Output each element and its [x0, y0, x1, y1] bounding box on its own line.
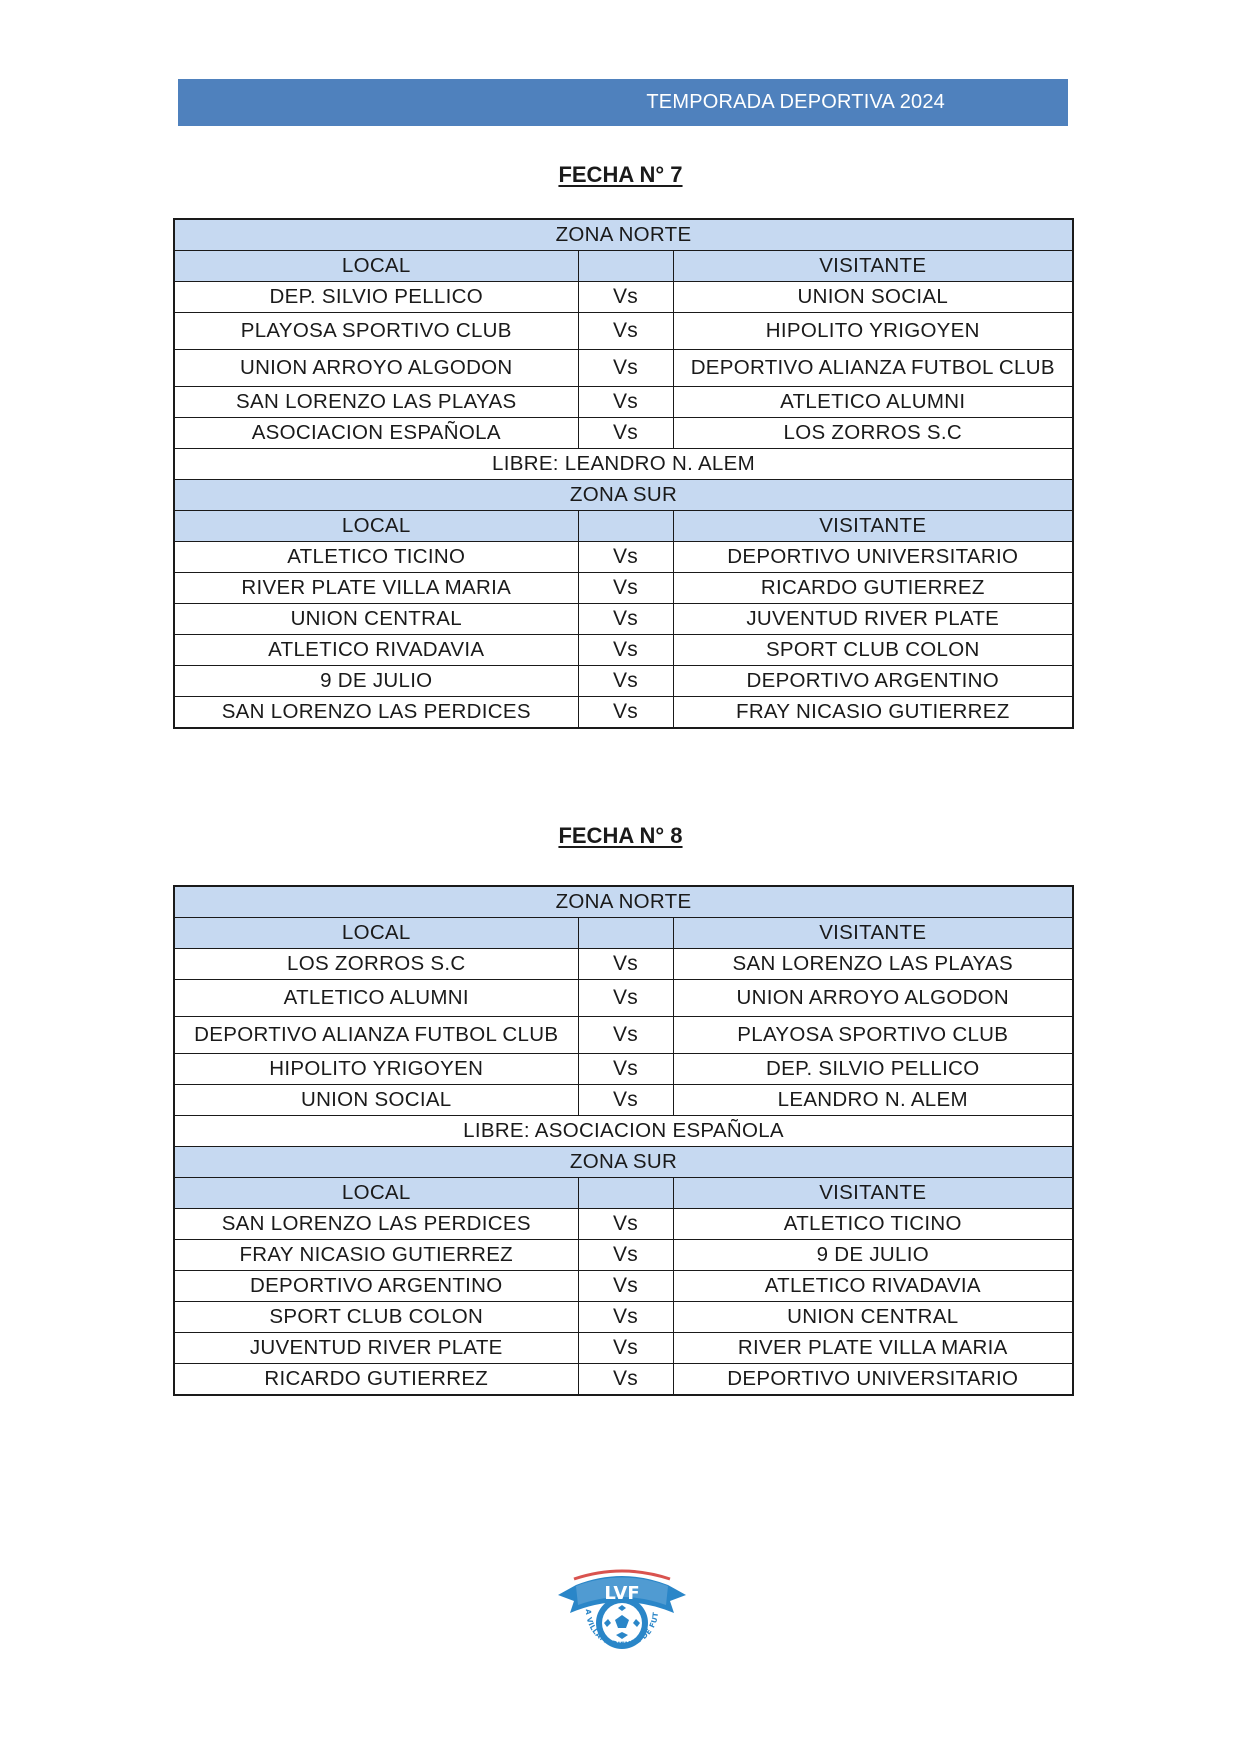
vs-label: Vs: [578, 1302, 673, 1333]
vs-label: Vs: [578, 1209, 673, 1240]
fecha-8-title: FECHA N° 8: [558, 823, 683, 848]
vs-label: Vs: [578, 1240, 673, 1271]
libre-team: LIBRE: LEANDRO N. ALEM: [174, 449, 1073, 480]
match-row: [174, 635, 1073, 666]
match-row: [174, 697, 1073, 729]
visitante-team: RIVER PLATE VILLA MARIA: [673, 1333, 1073, 1364]
local-team: DEPORTIVO ARGENTINO: [174, 1271, 578, 1302]
vs-label: Vs: [578, 949, 673, 980]
logo-name: A VILLAMARIENSE DE FUT: [583, 1608, 661, 1650]
vs-label: Vs: [578, 697, 673, 729]
visitante-team: JUVENTUD RIVER PLATE: [673, 604, 1073, 635]
local-team: PLAYOSA SPORTIVO CLUB: [174, 313, 578, 350]
local-team: JUVENTUD RIVER PLATE: [174, 1333, 578, 1364]
vs-header: [578, 918, 673, 949]
match-row: [174, 387, 1073, 418]
visitante-team: DEPORTIVO UNIVERSITARIO: [673, 1364, 1073, 1396]
visitante-team: UNION ARROYO ALGODON: [673, 980, 1073, 1017]
match-row: [174, 1054, 1073, 1085]
vs-label: Vs: [578, 1054, 673, 1085]
match-row: [174, 1017, 1073, 1054]
header-band: [178, 79, 1068, 126]
match-row: [174, 1333, 1073, 1364]
libre-team: LIBRE: ASOCIACION ESPAÑOLA: [174, 1116, 1073, 1147]
local-header: LOCAL: [174, 1178, 578, 1209]
visitante-team: DEPORTIVO UNIVERSITARIO: [673, 542, 1073, 573]
vs-header: [578, 511, 673, 542]
logo-acronym: LVF: [604, 1583, 640, 1604]
local-header: LOCAL: [174, 511, 578, 542]
visitante-team: ATLETICO RIVADAVIA: [673, 1271, 1073, 1302]
vs-label: Vs: [578, 1271, 673, 1302]
vs-label: Vs: [578, 1364, 673, 1396]
local-team: DEPORTIVO ALIANZA FUTBOL CLUB: [174, 1017, 578, 1054]
vs-label: Vs: [578, 313, 673, 350]
local-team: ASOCIACION ESPAÑOLA: [174, 418, 578, 449]
zone-header: ZONA NORTE: [174, 886, 1073, 918]
visitante-team: SPORT CLUB COLON: [673, 635, 1073, 666]
vs-label: Vs: [578, 418, 673, 449]
match-row: [174, 1271, 1073, 1302]
local-team: HIPOLITO YRIGOYEN: [174, 1054, 578, 1085]
lvf-crest-icon: [552, 1555, 692, 1659]
zone-header: ZONA SUR: [174, 1147, 1073, 1178]
zone-header: ZONA SUR: [174, 480, 1073, 511]
vs-label: Vs: [578, 666, 673, 697]
visitante-team: UNION SOCIAL: [673, 282, 1073, 313]
visitante-team: LOS ZORROS S.C: [673, 418, 1073, 449]
season-title: TEMPORADA DEPORTIVA 2024: [646, 91, 945, 113]
match-row: [174, 418, 1073, 449]
local-team: ATLETICO RIVADAVIA: [174, 635, 578, 666]
local-team: UNION SOCIAL: [174, 1085, 578, 1116]
vs-label: Vs: [578, 635, 673, 666]
local-team: 9 DE JULIO: [174, 666, 578, 697]
match-row: [174, 573, 1073, 604]
vs-label: Vs: [578, 1017, 673, 1054]
local-team: FRAY NICASIO GUTIERREZ: [174, 1240, 578, 1271]
local-team: RICARDO GUTIERREZ: [174, 1364, 578, 1396]
match-row: [174, 1085, 1073, 1116]
vs-label: Vs: [578, 604, 673, 635]
visitante-header: VISITANTE: [673, 1178, 1073, 1209]
vs-label: Vs: [578, 350, 673, 387]
match-row: [174, 313, 1073, 350]
zone-header: ZONA NORTE: [174, 219, 1073, 251]
local-team: RIVER PLATE VILLA MARIA: [174, 573, 578, 604]
local-team: SAN LORENZO LAS PERDICES: [174, 1209, 578, 1240]
match-row: [174, 1209, 1073, 1240]
visitante-team: UNION CENTRAL: [673, 1302, 1073, 1333]
local-team: SAN LORENZO LAS PERDICES: [174, 697, 578, 729]
vs-label: Vs: [578, 1333, 673, 1364]
local-header: LOCAL: [174, 918, 578, 949]
visitante-team: 9 DE JULIO: [673, 1240, 1073, 1271]
local-header: LOCAL: [174, 251, 578, 282]
visitante-team: HIPOLITO YRIGOYEN: [673, 313, 1073, 350]
visitante-header: VISITANTE: [673, 511, 1073, 542]
vs-label: Vs: [578, 282, 673, 313]
local-team: ATLETICO ALUMNI: [174, 980, 578, 1017]
visitante-team: DEPORTIVO ARGENTINO: [673, 666, 1073, 697]
fecha-7-title: FECHA N° 7: [558, 162, 683, 187]
visitante-team: DEP. SILVIO PELLICO: [673, 1054, 1073, 1085]
local-team: SPORT CLUB COLON: [174, 1302, 578, 1333]
match-row: [174, 1302, 1073, 1333]
local-team: ATLETICO TICINO: [174, 542, 578, 573]
visitante-header: VISITANTE: [673, 251, 1073, 282]
fecha-7-table: [173, 218, 1074, 729]
vs-label: Vs: [578, 1085, 673, 1116]
visitante-team: ATLETICO ALUMNI: [673, 387, 1073, 418]
fecha-8-table: [173, 885, 1074, 1396]
visitante-team: PLAYOSA SPORTIVO CLUB: [673, 1017, 1073, 1054]
local-team: LOS ZORROS S.C: [174, 949, 578, 980]
match-row: [174, 1364, 1073, 1396]
match-row: [174, 949, 1073, 980]
visitante-team: LEANDRO N. ALEM: [673, 1085, 1073, 1116]
match-row: [174, 1240, 1073, 1271]
visitante-team: RICARDO GUTIERREZ: [673, 573, 1073, 604]
match-row: [174, 980, 1073, 1017]
vs-label: Vs: [578, 387, 673, 418]
local-team: DEP. SILVIO PELLICO: [174, 282, 578, 313]
match-row: [174, 666, 1073, 697]
local-team: UNION CENTRAL: [174, 604, 578, 635]
vs-label: Vs: [578, 573, 673, 604]
visitante-team: DEPORTIVO ALIANZA FUTBOL CLUB: [673, 350, 1073, 387]
local-team: SAN LORENZO LAS PLAYAS: [174, 387, 578, 418]
visitante-team: SAN LORENZO LAS PLAYAS: [673, 949, 1073, 980]
visitante-header: VISITANTE: [673, 918, 1073, 949]
lvf-logo: [552, 1555, 692, 1659]
vs-label: Vs: [578, 542, 673, 573]
vs-label: Vs: [578, 980, 673, 1017]
match-row: [174, 604, 1073, 635]
local-team: UNION ARROYO ALGODON: [174, 350, 578, 387]
visitante-team: ATLETICO TICINO: [673, 1209, 1073, 1240]
match-row: [174, 282, 1073, 313]
match-row: [174, 542, 1073, 573]
match-row: [174, 350, 1073, 387]
vs-header: [578, 251, 673, 282]
vs-header: [578, 1178, 673, 1209]
visitante-team: FRAY NICASIO GUTIERREZ: [673, 697, 1073, 729]
